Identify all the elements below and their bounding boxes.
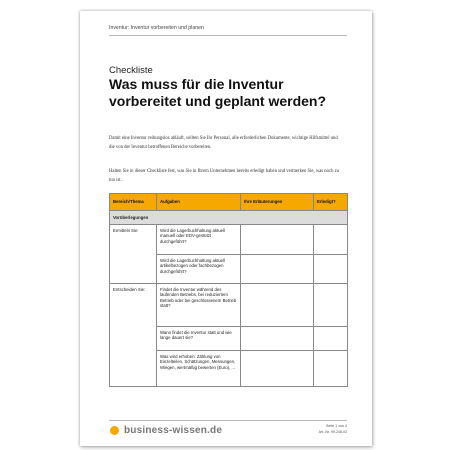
table-header-row [110, 194, 348, 211]
area-cell: Ermitteln Sie: [110, 225, 157, 284]
done-cell[interactable] [314, 255, 348, 284]
header-divider [109, 35, 347, 36]
column-header-area: Bereich/Thema [110, 194, 157, 211]
section-row [110, 211, 348, 225]
table-row [110, 225, 348, 255]
section-title: Vorüberlegungen [110, 211, 348, 225]
checklist-table [109, 193, 348, 387]
column-header-tasks: Aufgaben [157, 194, 241, 211]
task-cell: Wird die Lagerbuchhaltung aktuell artikelbezogen oder fachbezogen durchgeführt? [157, 255, 241, 284]
intro-paragraph-2: Halten Sie in dieser Checkliste fest, was Sie in Ihrem Unternehmen bereits erledigt haben und vermerken Sie, was noch zu tun ist. [109, 169, 340, 183]
done-cell[interactable] [314, 327, 348, 351]
done-cell[interactable] [314, 225, 348, 255]
logo-dot-icon [110, 426, 119, 435]
footer-meta [319, 423, 347, 435]
footer-divider [109, 420, 347, 421]
notes-cell[interactable] [241, 327, 314, 351]
table-row [110, 284, 348, 327]
task-cell: Findet die Inventur während des laufenden Betriebs, bei reduziertem Betrieb oder bei geschlossenem Betrieb statt? [157, 284, 241, 327]
document-page [80, 11, 372, 446]
notes-cell[interactable] [241, 225, 314, 255]
notes-cell[interactable] [241, 284, 314, 327]
document-kicker: Checkliste [109, 65, 153, 76]
area-cell: Entscheiden Sie: [110, 284, 157, 387]
brand-logo [110, 425, 222, 436]
done-cell[interactable] [314, 351, 348, 387]
task-cell: Wird die Lagerbuchhaltung aktuell manuell oder EDV-gestützt durchgeführt? [157, 225, 241, 255]
article-number: Art.-Nr. 99.248.03 [318, 430, 347, 434]
notes-cell[interactable] [241, 351, 314, 387]
task-cell: Was wird erhoben: Zählung von Einzelteilen, Schätzungen, Messungen, Wiegen, wertmäßig bewerten (Euro), ... [157, 351, 241, 387]
page-number: Seite 1 von 4 [326, 424, 347, 428]
intro-paragraph-1: Damit eine Inventur reibungslos abläuft, sollten Sie Ihr Personal, alle erforderlichen Dokumente, wichtige Hilfsmittel und die von der Inventur betroffenen Bereiche vorbereiten. [109, 136, 338, 150]
column-header-done: Erledigt? [314, 194, 348, 211]
notes-cell[interactable] [241, 255, 314, 284]
done-cell[interactable] [314, 284, 348, 327]
running-header: Inventur: Inventur vorbereiten und planen [109, 25, 204, 31]
column-header-notes: Ihre Erläuterungen [241, 194, 314, 211]
task-cell: Wann findet die Inventur statt und wie lange dauert sie? [157, 327, 241, 351]
document-title: Was muss für die Inventur vorbereitet und geplant werden? [109, 76, 327, 109]
brand-name: business-wissen.de [124, 425, 223, 436]
